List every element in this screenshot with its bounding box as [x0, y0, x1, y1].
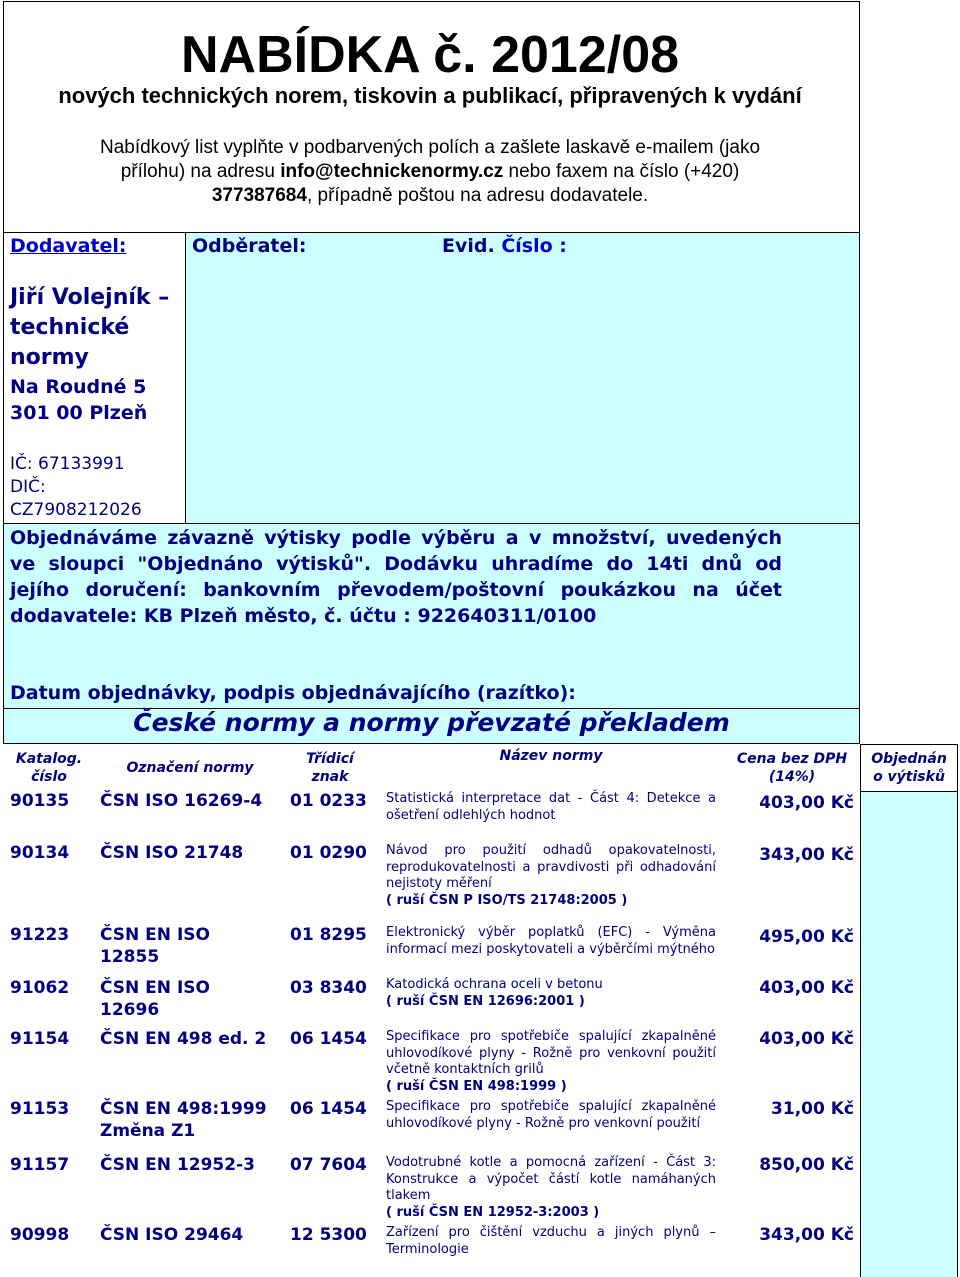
row-name-text: Specifikace pro spotřebiče spalující zkapalněné uhlovodíkové plyny - Rožně pro venkovní použití	[386, 1099, 716, 1131]
supplier-ic: IČ: 67133991	[10, 454, 125, 474]
ordered-input-column[interactable]	[860, 792, 958, 1277]
header-ordered-line2: o výtisků	[873, 769, 945, 785]
row-code: ČSN ISO 29464	[100, 1225, 244, 1245]
header-price-line1: Cena bez DPH	[736, 751, 848, 767]
row-tri: 03 8340	[290, 978, 367, 998]
row-code: ČSN EN 498:1999 Změna Z1	[100, 1099, 267, 1141]
row-tri: 01 0233	[290, 791, 367, 811]
row-catalog-number: 91223	[10, 925, 70, 945]
email-link[interactable]: info@technickenormy.cz	[280, 161, 504, 182]
section-title: České normy a normy převzaté překladem	[133, 708, 730, 737]
row-price: 31,00 Kč	[771, 1099, 854, 1119]
row-catalog-number: 90998	[10, 1225, 70, 1245]
row-code: ČSN EN 498 ed. 2	[100, 1029, 267, 1049]
header-tri-line1: Třídicí	[306, 751, 354, 767]
row-code: ČSN ISO 21748	[100, 843, 244, 863]
row-catalog-number: 90135	[10, 791, 70, 811]
row-code: ČSN EN 12952-3	[100, 1155, 255, 1175]
supplier-dic-label: DIČ:	[10, 477, 46, 497]
intro-line2-post: nebo faxem na číslo (+420)	[503, 161, 740, 182]
row-tri: 06 1454	[290, 1029, 367, 1049]
row-name-replaces: ( ruší ČSN EN 498:1999 )	[386, 1078, 567, 1094]
row-price: 403,00 Kč	[759, 793, 854, 813]
row-tri: 01 8295	[290, 925, 367, 945]
evid-value: Číslo :	[501, 235, 567, 257]
row-name-text: Statistická interpretace dat - Část 4: Detekce a ošetření odlehlých hodnot	[386, 791, 716, 823]
row-price: 403,00 Kč	[759, 978, 854, 998]
row-name-replaces: ( ruší ČSN EN 12696:2001 )	[386, 993, 585, 1009]
supplier-name: Jiří Volejník – technické normy	[10, 285, 170, 370]
customer-label: Odběratel:	[192, 235, 307, 257]
row-name	[386, 1029, 716, 1095]
intro-line2-pre: přílohu) na adresu	[120, 161, 281, 182]
header-catalog-line1: Katalog.	[15, 751, 83, 767]
order-date-label: Datum objednávky, podpis objednávajícího (razítko):	[10, 682, 576, 704]
row-price: 343,00 Kč	[759, 845, 854, 865]
row-tri: 06 1454	[290, 1099, 367, 1119]
page-subtitle: nových technických norem, tiskovin a publikací, připravených k vydání	[58, 83, 802, 108]
row-name	[386, 1155, 716, 1221]
header-price	[728, 750, 856, 786]
row-name-text: Návod pro použití odhadů opakovatelnosti, reprodukovatelnosti a pravdivosti při odhadování nejistoty měření	[386, 843, 716, 891]
row-name-text: Specifikace pro spotřebiče spalující zkapalněné uhlovodíkové plyny - Rožně pro venkovní použití včetně kontaktních grilů	[386, 1029, 716, 1077]
fax-number: 377387684	[211, 185, 307, 206]
row-name	[386, 1225, 716, 1258]
row-name	[386, 843, 716, 909]
evid-label: Evid.	[442, 235, 502, 257]
customer-input-area[interactable]	[186, 233, 860, 524]
header-catalog-line2: číslo	[31, 769, 67, 785]
supplier-street: Na Roudné 5	[10, 376, 147, 398]
row-name	[386, 791, 716, 824]
row-name-text: Zařízení pro čištění vzduchu a jiných plynů – Terminologie	[386, 1225, 716, 1257]
row-price: 403,00 Kč	[759, 1029, 854, 1049]
row-name	[386, 1099, 716, 1132]
header-tri-line2: znak	[311, 769, 349, 785]
row-name	[386, 977, 716, 1010]
row-catalog-number: 91062	[10, 978, 70, 998]
header-catalog	[8, 750, 90, 786]
row-price: 343,00 Kč	[759, 1225, 854, 1245]
header-ordered-line1: Objednán	[871, 751, 947, 767]
intro-line3-post: , případně poštou na adresu dodavatele.	[306, 185, 649, 206]
row-code: ČSN ISO 16269-4	[100, 791, 263, 811]
row-tri: 12 5300	[290, 1225, 367, 1245]
row-catalog-number: 91154	[10, 1029, 70, 1049]
row-price: 495,00 Kč	[759, 927, 854, 947]
supplier-city: 301 00 Plzeň	[10, 402, 148, 424]
page-title: NABÍDKA č. 2012/08	[180, 26, 680, 84]
row-price: 850,00 Kč	[759, 1155, 854, 1175]
order-text: Objednáváme závazně výtisky podle výběru a v množství, uvedených ve sloupci "Objednáno výtisků". Dodávku uhradíme do 14ti dnů od jejího doručení: bankovním převodem/poštovní poukázkou na účet dodavatele: KB Plzeň město, č. účtu : 922640311/0100	[10, 527, 782, 627]
row-name-replaces: ( ruší ČSN EN 12952-3:2003 )	[386, 1204, 600, 1220]
header-price-line2: (14%)	[768, 769, 816, 785]
row-code: ČSN EN ISO 12855	[100, 925, 210, 967]
row-tri: 01 0290	[290, 843, 367, 863]
intro-text	[20, 136, 840, 208]
intro-line1: Nabídkový list vyplňte v podbarvených polích a zašlete laskavě e-mailem (jako	[99, 137, 761, 158]
row-tri: 07 7604	[290, 1155, 367, 1175]
header-name: Název normy	[499, 748, 603, 764]
row-name-text: Katodická ochrana oceli v betonu	[386, 977, 603, 992]
header-code: Označení normy	[126, 760, 254, 776]
row-catalog-number: 91157	[10, 1155, 70, 1175]
header-tri	[290, 750, 370, 786]
supplier-dic-value: CZ7908212026	[10, 500, 142, 520]
row-catalog-number: 91153	[10, 1099, 70, 1119]
row-name-replaces: ( ruší ČSN P ISO/TS 21748:2005 )	[386, 892, 628, 908]
supplier-label: Dodavatel:	[10, 235, 127, 257]
row-catalog-number: 90134	[10, 843, 70, 863]
row-name-text: Vodotrubné kotle a pomocná zařízení - Část 3: Konstrukce a výpočet částí kotle namáhaných tlakem	[386, 1155, 716, 1203]
evid-number	[442, 235, 567, 257]
header-ordered	[860, 750, 958, 786]
row-name	[386, 925, 716, 958]
row-code: ČSN EN ISO 12696	[100, 978, 210, 1020]
row-name-text: Elektronický výběr poplatků (EFC) - Výměna informací mezi poskytovateli a výběrčími mýtného	[386, 925, 716, 957]
